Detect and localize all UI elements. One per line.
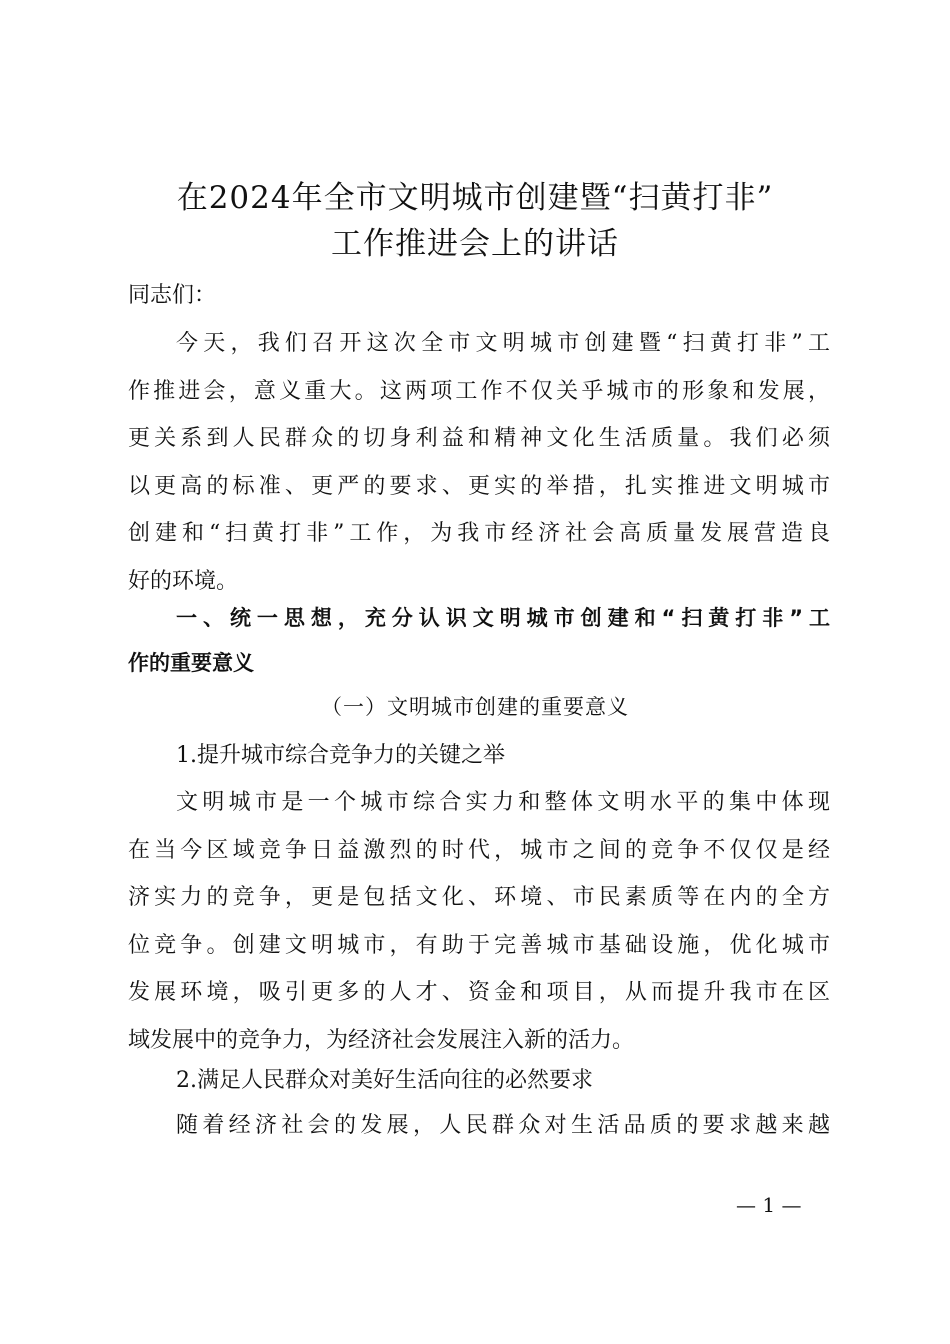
- paragraph-line: 作推进会，意义重大。这两项工作不仅关乎城市的形象和发展，: [128, 378, 830, 404]
- paragraph-line: 济实力的竞争，更是包括文化、环境、市民素质等在内的全方: [128, 885, 830, 911]
- paragraph-line: 以更高的标准、更严的要求、更实的举措，扎实推进文明城市: [128, 473, 830, 499]
- intro-paragraph: [128, 320, 830, 606]
- page-number: — 1 —: [736, 1193, 802, 1217]
- point-1-paragraph: [128, 779, 830, 1065]
- title-line-2: 工作推进会上的讲话: [331, 226, 619, 262]
- section-1-heading: [128, 596, 830, 686]
- subsection-1-heading: （一）文明城市创建的重要意义: [321, 695, 629, 719]
- paragraph-line: 文明城市是一个城市综合实力和整体文明水平的集中体现: [176, 790, 830, 815]
- paragraph-line: 创建和“扫黄打非”工作，为我市经济社会高质量发展营造良: [128, 521, 830, 547]
- paragraph-line: 发展环境，吸引更多的人才、资金和项目，从而提升我市在区: [128, 980, 830, 1006]
- paragraph-line: 随着经济社会的发展，人民群众对生活品质的要求越来越: [176, 1113, 830, 1138]
- point-2-heading: 2.满足人民群众对美好生活向往的必然要求: [176, 1068, 593, 1093]
- paragraph-line: 更关系到人民群众的切身利益和精神文化生活质量。我们必须: [128, 426, 830, 452]
- salutation: 同志们：: [128, 283, 217, 308]
- heading-line: 一、统一思想，充分认识文明城市创建和“扫黄打非”工: [176, 606, 830, 630]
- title-line-1: 在2024年全市文明城市创建暨“扫黄打非”: [176, 180, 774, 216]
- paragraph-line: 好的环境。: [128, 568, 239, 594]
- point-1-heading: 1.提升城市综合竞争力的关键之举: [176, 743, 505, 768]
- point-2-paragraph: [128, 1102, 830, 1150]
- paragraph-line: 今天，我们召开这次全市文明城市创建暨“扫黄打非”工: [176, 331, 830, 356]
- paragraph-line: 在当今区域竞争日益激烈的时代，城市之间的竞争不仅仅是经: [128, 837, 830, 863]
- paragraph-line: 位竞争。创建文明城市，有助于完善城市基础设施，优化城市: [128, 932, 830, 958]
- heading-line: 作的重要意义: [128, 651, 254, 675]
- paragraph-line: 域发展中的竞争力，为经济社会发展注入新的活力。: [128, 1027, 635, 1053]
